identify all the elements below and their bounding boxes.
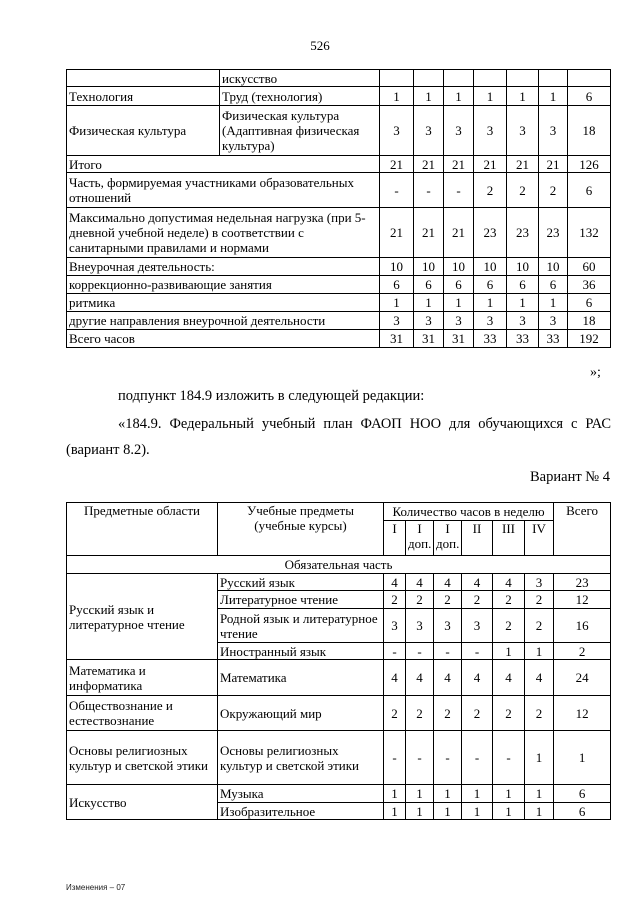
hours-cell: - [384, 731, 406, 785]
hours-cell: 1 [493, 643, 525, 660]
hours-cell: 1 [525, 785, 554, 803]
table-row [67, 660, 611, 696]
area-cell: Технология [67, 87, 220, 106]
table-row [67, 294, 611, 312]
hours-cell: 6 [444, 276, 474, 294]
hours-cell [380, 70, 414, 87]
total-cell: 12 [554, 696, 611, 731]
hours-cell: - [493, 731, 525, 785]
row-label: Внеурочная деятельность: [67, 258, 380, 276]
hours-cell: - [414, 173, 444, 208]
subject-cell: Изобразительное [218, 803, 384, 820]
hours-cell: 10 [507, 258, 539, 276]
total-cell: 132 [568, 208, 611, 258]
table-row [67, 87, 611, 106]
hours-cell: 3 [414, 312, 444, 330]
hours-cell: 31 [444, 330, 474, 348]
total-cell: 60 [568, 258, 611, 276]
subject-cell: Основы религиозных культур и светской этики [218, 731, 384, 785]
hours-cell: 2 [434, 696, 462, 731]
hours-cell: 1 [414, 87, 444, 106]
subject-cell: Иностранный язык [218, 643, 384, 660]
hours-cell: 4 [384, 574, 406, 591]
hours-cell: 21 [414, 156, 444, 173]
hours-cell: 1 [384, 803, 406, 820]
area-cell: Математика и информатика [67, 660, 218, 696]
hours-cell: 2 [493, 609, 525, 643]
hours-cell: 1 [525, 731, 554, 785]
variant-label: Вариант № 4 [530, 469, 610, 485]
hours-cell: 1 [507, 87, 539, 106]
header-row [67, 503, 611, 521]
grade-header: I [384, 521, 406, 556]
hours-cell: 4 [493, 660, 525, 696]
hours-cell: 3 [380, 312, 414, 330]
hours-cell: 1 [493, 785, 525, 803]
hours-cell: 3 [444, 312, 474, 330]
hours-cell: 21 [474, 156, 507, 173]
hours-cell: 1 [539, 87, 568, 106]
hours-cell: 3 [474, 106, 507, 156]
subject-cell: Родной язык и литературное чтение [218, 609, 384, 643]
hours-cell: 3 [507, 312, 539, 330]
grade-header: I доп. [434, 521, 462, 556]
hours-cell: 3 [507, 106, 539, 156]
hours-cell: 2 [434, 591, 462, 609]
total-cell: 6 [568, 294, 611, 312]
hours-cell [414, 70, 444, 87]
row-label: другие направления внеурочной деятельности [67, 312, 380, 330]
hours-cell: 4 [434, 574, 462, 591]
hours-cell: 1 [434, 803, 462, 820]
hours-cell: - [434, 731, 462, 785]
hours-cell: 4 [406, 660, 434, 696]
hours-cell: 1 [507, 294, 539, 312]
hours-cell: 21 [414, 208, 444, 258]
hours-cell: 2 [525, 609, 554, 643]
row-label: Всего часов [67, 330, 380, 348]
hours-cell: 1 [525, 643, 554, 660]
section-row [67, 556, 611, 574]
hours-cell [444, 70, 474, 87]
hours-cell: 4 [384, 660, 406, 696]
table-row [67, 330, 611, 348]
hours-cell: 2 [406, 591, 434, 609]
hours-cell: 10 [444, 258, 474, 276]
subject-cell: Физическая культура (Адаптивная физическая культура) [220, 106, 380, 156]
total-cell: 6 [568, 87, 611, 106]
hours-cell: 3 [384, 609, 406, 643]
hours-cell: 3 [434, 609, 462, 643]
hours-cell: 3 [414, 106, 444, 156]
amendment-intro: подпункт 184.9 изложить в следующей редакции: [118, 388, 425, 404]
hours-cell: 21 [507, 156, 539, 173]
hours-cell: 6 [474, 276, 507, 294]
hours-cell: 1 [525, 803, 554, 820]
hours-cell: 1 [434, 785, 462, 803]
total-cell: 23 [554, 574, 611, 591]
curriculum-table [66, 502, 611, 820]
hours-cell: 6 [414, 276, 444, 294]
area-cell: Искусство [67, 785, 218, 820]
hours-cell [539, 70, 568, 87]
hours-cell: 2 [406, 696, 434, 731]
subject-cell: Музыка [218, 785, 384, 803]
hours-cell: 2 [507, 173, 539, 208]
subject-cell: искусство [220, 70, 380, 87]
closing-quote: »; [590, 365, 601, 380]
row-label: Итого [67, 156, 380, 173]
hours-cell: - [444, 173, 474, 208]
hours-cell: 31 [414, 330, 444, 348]
hours-cell: - [462, 731, 493, 785]
total-cell: 126 [568, 156, 611, 173]
table-row [67, 106, 611, 156]
header-subject-area: Предметные области [67, 503, 218, 556]
grade-header: II [462, 521, 493, 556]
total-cell: 36 [568, 276, 611, 294]
total-cell: 2 [554, 643, 611, 660]
hours-cell: 2 [474, 173, 507, 208]
header-hours-per-week: Количество часов в неделю [384, 503, 554, 521]
hours-cell: 23 [539, 208, 568, 258]
hours-cell: 1 [462, 803, 493, 820]
total-cell: 16 [554, 609, 611, 643]
hours-cell: 2 [493, 696, 525, 731]
hours-cell: 21 [444, 208, 474, 258]
hours-cell: - [406, 731, 434, 785]
hours-cell: 23 [474, 208, 507, 258]
area-cell: Физическая культура [67, 106, 220, 156]
hours-cell: 1 [380, 294, 414, 312]
hours-cell: 1 [539, 294, 568, 312]
row-label: Максимально допустимая недельная нагрузка (при 5-дневной учебной неделе) в соответствии с санитарными правилами и нормами [67, 208, 380, 258]
hours-cell [474, 70, 507, 87]
row-label: ритмика [67, 294, 380, 312]
row-label: коррекционно-развивающие занятия [67, 276, 380, 294]
footer-note: Изменения – 07 [66, 883, 126, 892]
page-number: 526 [310, 38, 330, 53]
hours-cell: 21 [539, 156, 568, 173]
hours-cell: 10 [380, 258, 414, 276]
total-cell: 6 [554, 803, 611, 820]
area-cell: Обществознание и естествознание [67, 696, 218, 731]
hours-cell: 6 [380, 276, 414, 294]
table-row [67, 258, 611, 276]
table-row [67, 173, 611, 208]
hours-cell: - [384, 643, 406, 660]
amendment-text-line2: (вариант 8.2). [66, 442, 150, 458]
hours-cell: 4 [406, 574, 434, 591]
hours-cell: - [380, 173, 414, 208]
subject-cell: Литературное чтение [218, 591, 384, 609]
hours-cell: 3 [406, 609, 434, 643]
grade-header: IV [525, 521, 554, 556]
table-row [67, 276, 611, 294]
hours-cell: - [406, 643, 434, 660]
total-cell: 6 [554, 785, 611, 803]
subject-cell: Математика [218, 660, 384, 696]
hours-cell: - [434, 643, 462, 660]
hours-cell: 1 [462, 785, 493, 803]
hours-cell: 2 [525, 696, 554, 731]
grade-header: I доп. [406, 521, 434, 556]
area-cell: Русский язык и литературное чтение [67, 574, 218, 660]
hours-cell: 1 [414, 294, 444, 312]
header-subjects: Учебные предметы (учебные курсы) [218, 503, 384, 556]
hours-cell: 10 [414, 258, 444, 276]
hours-cell: 33 [539, 330, 568, 348]
hours-cell: 1 [380, 87, 414, 106]
subject-cell: Окружающий мир [218, 696, 384, 731]
total-cell: 6 [568, 173, 611, 208]
hours-cell: 1 [444, 294, 474, 312]
hours-table-continued [66, 69, 611, 348]
total-cell: 24 [554, 660, 611, 696]
table-row [67, 785, 611, 803]
total-cell [568, 70, 611, 87]
hours-cell: 1 [406, 785, 434, 803]
hours-cell: 3 [462, 609, 493, 643]
hours-cell: 4 [525, 660, 554, 696]
hours-cell: 3 [539, 106, 568, 156]
hours-cell: 33 [474, 330, 507, 348]
hours-cell: 21 [380, 156, 414, 173]
hours-cell: 3 [474, 312, 507, 330]
row-label: Часть, формируемая участниками образовательных отношений [67, 173, 380, 208]
table-row [67, 312, 611, 330]
hours-cell: 1 [493, 803, 525, 820]
hours-cell: 4 [493, 574, 525, 591]
hours-cell: 10 [539, 258, 568, 276]
area-cell [67, 70, 220, 87]
hours-cell: 33 [507, 330, 539, 348]
hours-cell: 10 [474, 258, 507, 276]
hours-cell: 2 [384, 696, 406, 731]
hours-cell: 1 [444, 87, 474, 106]
hours-cell: 2 [493, 591, 525, 609]
amendment-text-line1: «184.9. Федеральный учебный план ФАОП НОО для обучающихся с РАС [118, 416, 611, 432]
hours-cell: 1 [384, 785, 406, 803]
hours-cell: 3 [525, 574, 554, 591]
subject-cell: Русский язык [218, 574, 384, 591]
hours-cell: 2 [462, 696, 493, 731]
total-cell: 12 [554, 591, 611, 609]
hours-cell: 4 [434, 660, 462, 696]
total-cell: 18 [568, 106, 611, 156]
hours-cell: 1 [406, 803, 434, 820]
subject-cell: Труд (технология) [220, 87, 380, 106]
hours-cell: 4 [462, 574, 493, 591]
hours-cell: 21 [380, 208, 414, 258]
total-cell: 18 [568, 312, 611, 330]
hours-cell: 2 [525, 591, 554, 609]
hours-cell: 1 [474, 87, 507, 106]
grade-header: III [493, 521, 525, 556]
table-row [67, 156, 611, 173]
table-row [67, 70, 611, 87]
hours-cell: 2 [539, 173, 568, 208]
hours-cell: 3 [380, 106, 414, 156]
table-row [67, 208, 611, 258]
total-cell: 192 [568, 330, 611, 348]
header-total: Всего [554, 503, 611, 556]
hours-cell: 3 [444, 106, 474, 156]
area-cell: Основы религиозных культур и светской этики [67, 731, 218, 785]
table-row [67, 731, 611, 785]
hours-cell: 3 [539, 312, 568, 330]
total-cell: 1 [554, 731, 611, 785]
hours-cell: 4 [462, 660, 493, 696]
section-heading: Обязательная часть [67, 556, 611, 574]
table-row [67, 696, 611, 731]
hours-cell: 1 [474, 294, 507, 312]
hours-cell [507, 70, 539, 87]
hours-cell: 2 [462, 591, 493, 609]
hours-cell: 31 [380, 330, 414, 348]
hours-cell: 21 [444, 156, 474, 173]
hours-cell: 23 [507, 208, 539, 258]
hours-cell: - [462, 643, 493, 660]
table-row [67, 574, 611, 591]
hours-cell: 6 [539, 276, 568, 294]
hours-cell: 2 [384, 591, 406, 609]
hours-cell: 6 [507, 276, 539, 294]
